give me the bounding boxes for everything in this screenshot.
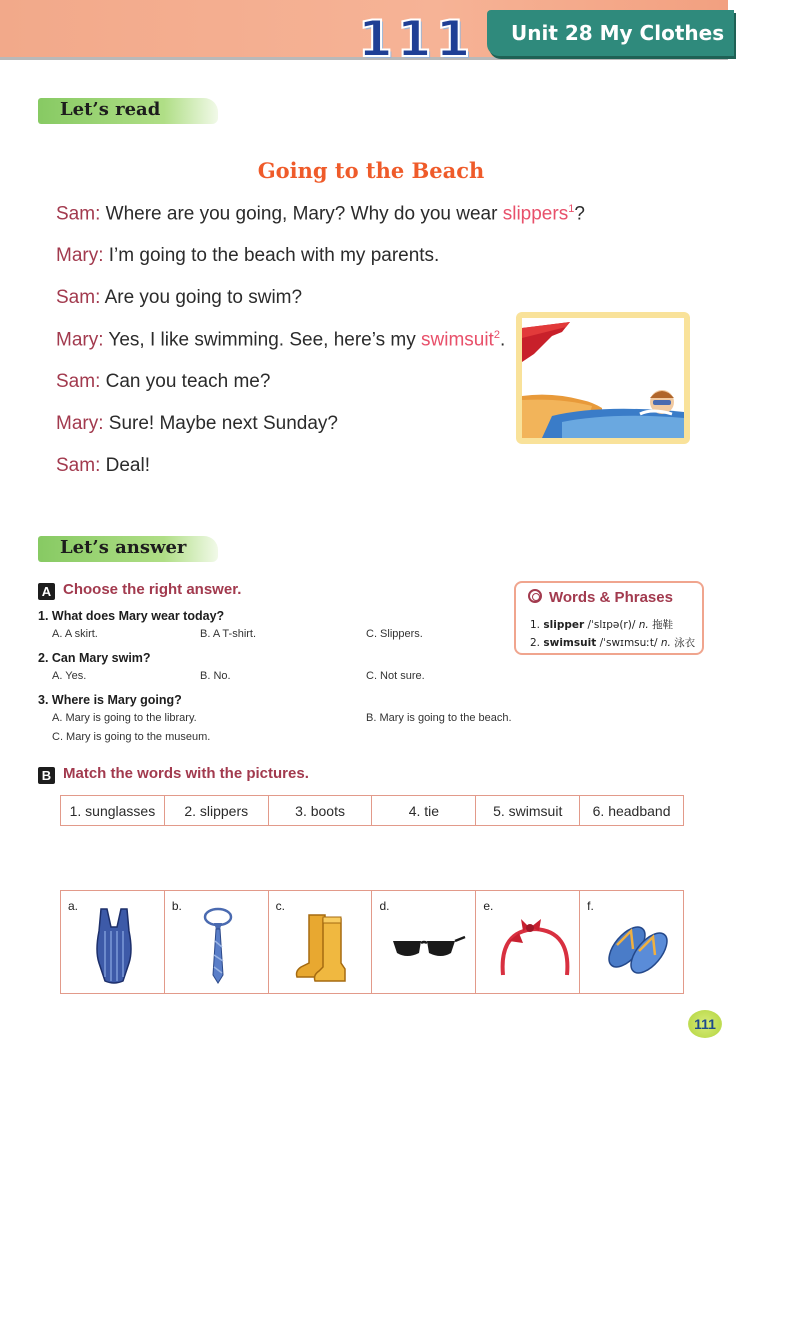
picture-letter: c.	[275, 899, 285, 913]
word-cell: 2. slippers	[165, 796, 269, 825]
unit-title: Unit 28 My Clothes	[511, 21, 725, 45]
boots-icon	[287, 901, 357, 987]
dialog-line	[56, 455, 150, 477]
dialog-text: Yes, I like swimming. See, here’s my	[103, 329, 421, 351]
dialog-line	[56, 203, 585, 225]
section-heading-answer	[38, 536, 218, 562]
swimsuit-icon	[79, 901, 149, 987]
page-digit: 1	[435, 10, 471, 68]
picture-letter: a.	[68, 899, 79, 913]
entry-pos: n.	[660, 637, 671, 649]
beach-swimmer-picture	[522, 318, 684, 438]
entry-number: 1.	[530, 619, 541, 631]
dialog-text: Are you going to swim?	[100, 287, 303, 308]
entry-ipa: /ˈslɪpə(r)/	[587, 619, 636, 631]
entry-ipa: /ˈswɪmsuːt/	[599, 637, 658, 649]
answer-option: C. Slippers.	[366, 628, 423, 640]
footnote-number: 2	[493, 329, 500, 341]
word-cell: 4. tie	[372, 796, 476, 825]
target-icon	[528, 589, 542, 603]
dialog-line	[56, 287, 302, 309]
vocab-entry	[530, 635, 695, 650]
speaker-name: Sam:	[56, 287, 101, 308]
picture-cell	[372, 891, 476, 993]
slippers-icon	[594, 901, 678, 987]
headband-icon	[486, 901, 570, 987]
dialog-text: Deal!	[100, 455, 150, 476]
picture-letter: d.	[379, 899, 390, 913]
dialog-text: Can you teach me?	[100, 371, 271, 392]
answer-option: A. A skirt.	[52, 628, 98, 640]
page-digit: 1	[396, 10, 432, 68]
page-digit: 1	[358, 10, 393, 68]
speaker-name: Sam:	[56, 455, 101, 476]
part-a-instruction: Choose the right answer.	[63, 581, 242, 598]
word-cell: 1. sunglasses	[61, 796, 165, 825]
word-cell: 6. headband	[592, 802, 671, 819]
entry-meaning: 泳衣	[674, 637, 696, 649]
sunglasses-icon	[382, 901, 466, 987]
answer-option: A. Mary is going to the library.	[52, 712, 197, 724]
answer-option: C. Not sure.	[366, 670, 425, 682]
vocab-word: swimsuit	[421, 329, 494, 351]
section-heading-read	[38, 98, 218, 124]
picture-letter: b.	[171, 899, 182, 913]
answer-option: B. A T-shirt.	[200, 628, 257, 640]
picture-letter: e.	[483, 899, 494, 913]
dialog-text: Sure! Maybe next Sunday?	[103, 413, 338, 434]
answer-option: A. Yes.	[52, 670, 87, 682]
entry-word: swimsuit	[543, 637, 597, 649]
answer-option: B. Mary is going to the beach.	[366, 712, 512, 724]
dialog-line	[56, 245, 439, 267]
answer-option: C. Mary is going to the museum.	[52, 731, 211, 743]
story-title: Going to the Beach	[257, 158, 485, 183]
footnote-number: 1	[568, 203, 575, 215]
part-b-badge: B	[38, 767, 55, 784]
dialog-text: I’m going to the beach with my parents.	[103, 245, 440, 266]
tie-icon	[183, 901, 253, 987]
picture-cell	[61, 891, 165, 993]
question: 2. Can Mary swim?	[38, 651, 151, 665]
picture-cell	[165, 891, 269, 993]
picture-cell	[269, 891, 373, 993]
entry-pos: n.	[638, 619, 649, 631]
dialog-line	[56, 371, 270, 393]
picture-table	[60, 890, 684, 994]
words-phrases-title	[528, 589, 673, 606]
part-a-title	[38, 581, 241, 600]
entry-meaning: 拖鞋	[652, 619, 674, 631]
speaker-name: Sam:	[56, 203, 101, 225]
dialog-line	[56, 413, 338, 435]
page-number-large	[358, 12, 470, 68]
speaker-name: Sam:	[56, 371, 101, 392]
page-number-badge: 111	[688, 1010, 722, 1038]
entry-word: slipper	[543, 619, 585, 631]
words-phrases-label: Words & Phrases	[549, 589, 673, 606]
question: 1. What does Mary wear today?	[38, 609, 225, 623]
word-cell: 5. swimsuit	[476, 796, 580, 825]
answer-option: B. No.	[200, 670, 231, 682]
part-a-badge: A	[38, 583, 55, 600]
entry-number: 2.	[530, 637, 541, 649]
section-heading-label: Let’s read	[60, 99, 161, 120]
section-heading-label: Let’s answer	[60, 537, 187, 558]
dialog-line	[56, 329, 505, 351]
speaker-name: Mary:	[56, 413, 104, 434]
word-cell: 3. boots	[269, 796, 373, 825]
picture-cell	[476, 891, 580, 993]
part-b-title	[38, 765, 309, 784]
part-b-instruction: Match the words with the pictures.	[63, 765, 309, 782]
speaker-name: Mary:	[56, 329, 104, 351]
beach-illustration	[516, 312, 690, 444]
vocab-entry	[530, 617, 673, 632]
picture-letter: f.	[587, 899, 594, 913]
word-list-table	[60, 795, 684, 826]
dialog-tail: ?	[574, 203, 585, 225]
question: 3. Where is Mary going?	[38, 693, 182, 707]
dialog-text: Where are you going, Mary? Why do you wear	[100, 203, 503, 225]
vocab-word: slippers	[502, 203, 569, 225]
unit-title-tag	[487, 10, 734, 56]
speaker-name: Mary:	[56, 245, 104, 266]
words-phrases-box	[514, 581, 704, 655]
picture-cell	[580, 891, 683, 993]
dialog-tail: .	[499, 329, 506, 351]
